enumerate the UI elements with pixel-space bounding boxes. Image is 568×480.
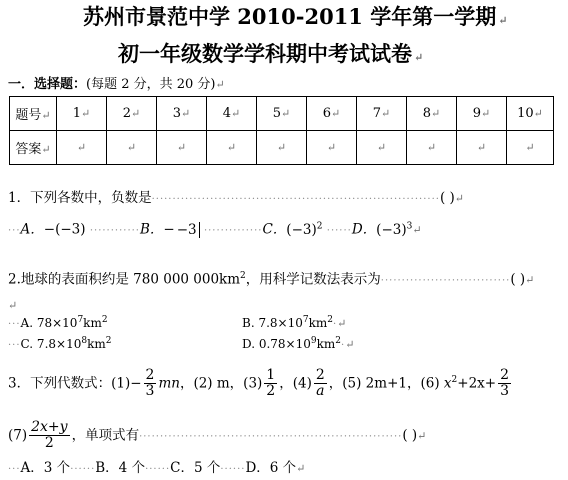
table-cell: 6↵ <box>307 97 357 131</box>
question-2-option-cd: ···C. $7.8\times 10^8km^2$ <box>8 336 112 351</box>
question-2-option-d: D. $0.78\times 10^9km^2\cdot↵$ <box>242 336 355 351</box>
table-row-answers <box>10 131 554 165</box>
section-label: 一．选择题： <box>8 77 87 92</box>
answer-cell[interactable]: ↵ <box>307 131 357 165</box>
option-c[interactable]: C. $7.8\times 10^8km^2$ <box>20 336 112 351</box>
table-row-numbers <box>10 97 554 131</box>
question-2-option-ab: ···A. $78\times 10^7km^2$ <box>8 315 108 330</box>
question-2-option-b: B. $7.8\times 10^7km^2\cdot↵$ <box>242 315 347 330</box>
table-cell: 3↵ <box>157 97 207 131</box>
question-1-options: ···A．−(−3) ············B．− −3 ··············C．$(-3)^2 \cdot\cdot\cdot\cdot\cdot\cdot D$．$(-3)^3↵$ <box>8 221 422 238</box>
row-header-answer: 答案↵ <box>10 131 57 165</box>
option-d[interactable]: $(-3)^3$ <box>376 221 413 238</box>
return-mark: ↵ <box>215 78 225 91</box>
table-cell: 10↵ <box>507 97 554 131</box>
answer-paren: ( ) <box>402 427 418 444</box>
option-c[interactable]: $(-3)^2$ <box>286 221 323 238</box>
section-heading <box>8 78 225 91</box>
answer-cell[interactable]: ↵ <box>107 131 157 165</box>
answer-cell[interactable]: ↵ <box>507 131 554 165</box>
question-3-options: ···A．3 个······B．4 个······C．5 个······D．6 个↵ <box>8 460 306 476</box>
answer-cell[interactable]: ↵ <box>357 131 407 165</box>
table-cell: 2↵ <box>107 97 157 131</box>
answer-cell[interactable]: ↵ <box>157 131 207 165</box>
section-note: (每题 2 分，共 20 分) <box>86 77 216 92</box>
option-a[interactable]: A. $78\times 10^7km^2$ <box>20 315 108 330</box>
option-c[interactable]: C．5 个 <box>170 460 221 476</box>
option-a[interactable]: −(−3) <box>43 221 86 238</box>
row-header-number: 题号↵ <box>10 97 57 131</box>
return-mark: ↵ <box>498 14 508 27</box>
answer-cell[interactable]: ↵ <box>457 131 507 165</box>
answer-paren: ( ) <box>510 271 526 288</box>
table-cell: 1↵ <box>57 97 107 131</box>
answer-cell[interactable]: ↵ <box>57 131 107 165</box>
question-1-stem: 1．下列各数中，负数是·····································································( )↵ <box>8 190 464 206</box>
table-cell: 4↵ <box>207 97 257 131</box>
option-d[interactable]: D．6 个 <box>245 460 297 476</box>
answer-cell[interactable]: ↵ <box>207 131 257 165</box>
return-mark: ↵ <box>414 51 424 64</box>
question-3-stem: (7) $\frac{2x+y}{2}$ ，单项式有·······························································( )↵ <box>8 419 427 452</box>
question-2-stem: 2.地球的表面积约是 780 000 $000km^2$，用科学记数法表示为·······························( )↵ <box>8 271 535 288</box>
table-cell: 9↵ <box>457 97 507 131</box>
option-b[interactable]: B. $7.8\times 10^7km^2$ <box>242 315 333 330</box>
exam-title-line1: 苏州市景范中学 2010-2011 学年第一学期 ↵ <box>83 4 508 29</box>
table-cell: 5↵ <box>257 97 307 131</box>
answer-paren: ( ) <box>439 190 455 206</box>
blank-line-mark: ↵ <box>8 299 18 312</box>
table-cell: 8↵ <box>407 97 457 131</box>
answer-cell[interactable]: ↵ <box>257 131 307 165</box>
table-cell: 7↵ <box>357 97 407 131</box>
option-b[interactable]: − −3 <box>163 222 199 238</box>
answer-cell[interactable]: ↵ <box>407 131 457 165</box>
exam-title-line2: 初一年级数学学科期中考试试卷 ↵ <box>118 41 424 66</box>
question-3-expressions: 3．下列代数式：(1)− $\frac{2}{3}$ mn，(2) m，(3) $\frac{1}{2}$ ，(4) $\frac{2}{a}$ ，(5) 2m+1，(6) $x^2+2x+$ $\frac{2}{3}$ <box>8 367 510 400</box>
option-b[interactable]: B．4 个 <box>95 460 146 476</box>
option-a[interactable]: A．3 个 <box>20 460 71 476</box>
option-d[interactable]: D. $0.78\times 10^9km^2$ <box>242 336 341 351</box>
answer-table <box>9 96 554 165</box>
